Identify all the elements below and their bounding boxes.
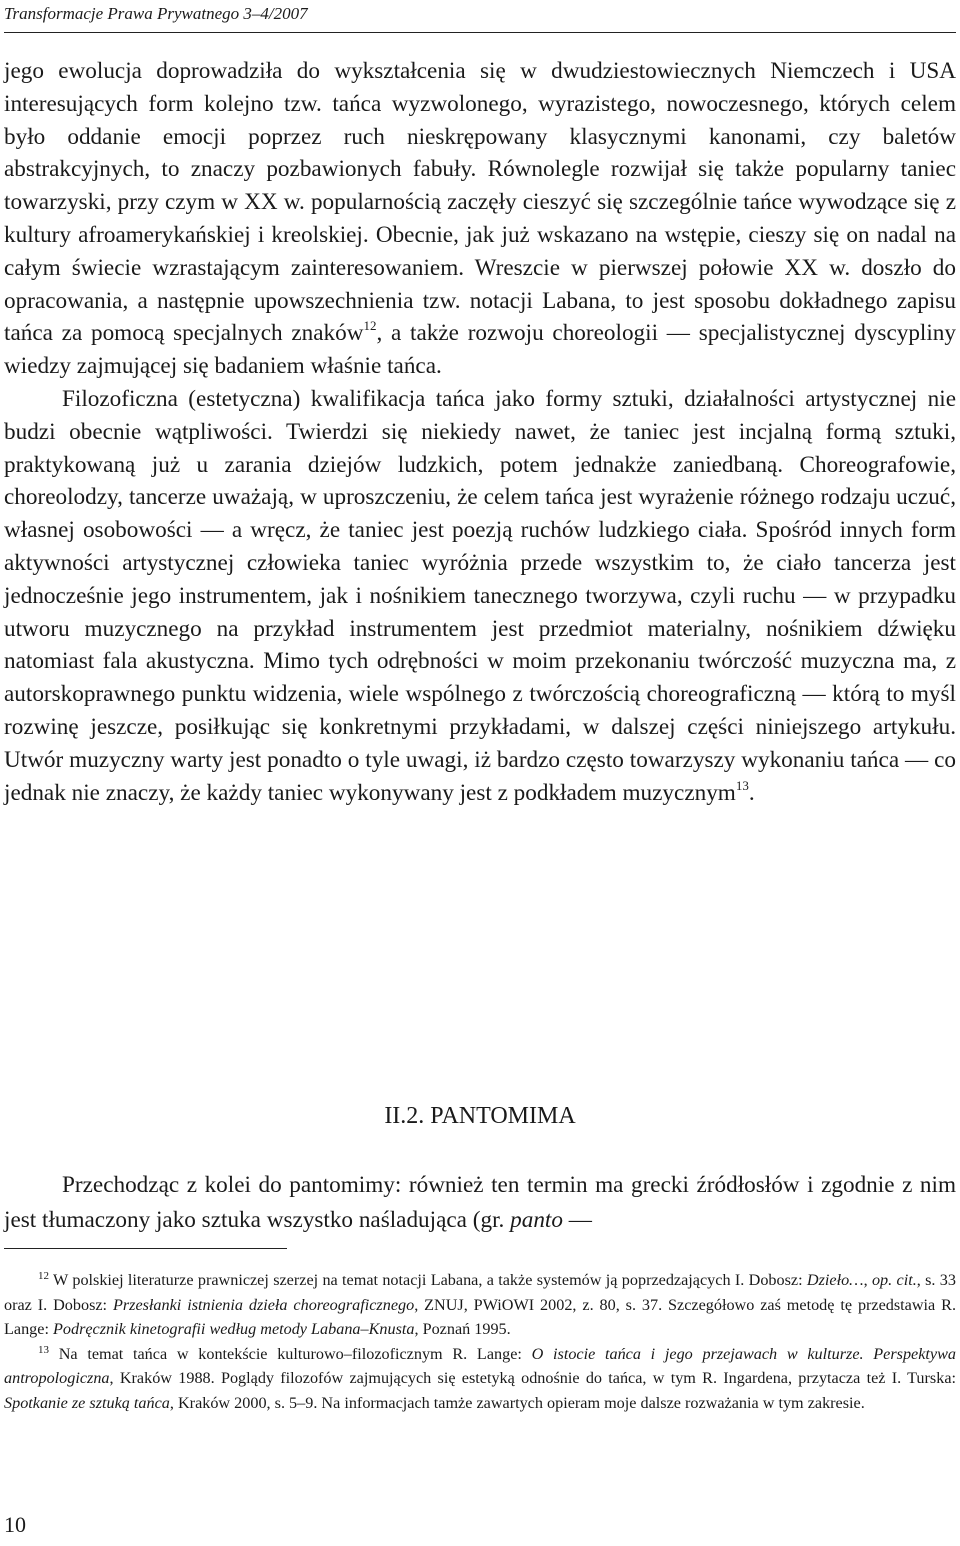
paragraph-3 (4, 1168, 956, 1238)
footnote-12-title: Podręcznik kinetografii według metody Labana–Knusta (53, 1320, 415, 1338)
paragraph-2-text: Filozoficzna (estetyczna) kwalifikacja tańca jako formy sztuki, działalności artystycznej nie budzi obecnie wątpliwości. Twierdzi się niekiedy nawet, że taniec jest incjalną formą sztuki, praktykowaną już u zarania dziejów ludzkich, potem jednakże zaniedbaną. Choreografowie, choreolodzy, tancerze uważają, w uproszczeniu, że celem tańca jest wyrażenie różnego rodzaju uczuć, własnej osobowości — a wręcz, że taniec jest poezją ruchów ludzkiego ciała. Spośród innych form aktywności artystycznej człowieka taniec wyróżnia przede wszystkim to, że ciało tancerza jest jednocześnie jego instrumentem, jak i nośnikiem tanecznego tworzywa, czyli ruchu — w przypadku utworu muzycznego na przykład instrumentem jest przedmiot materialny, nośnikiem dźwięku natomiast fala akustyczna. Mimo tych odrębności w moim przekonaniu twórczość muzyczna ma, z autorskoprawnego punktu widzenia, wiele wspólnego z twórczością choreograficzną — którą to myśl rozwinę jeszcze, posiłkując się konkretnymi przykładami, w dalszej części niniejszego artykułu. Utwór muzyczny warty jest ponadto o tyle uwagi, iż bardzo często towarzyszy wykonaniu tańca — co jednak nie znaczy, że każdy taniec wykonywany jest z podkładem muzycznym (4, 385, 956, 806)
footnote-13-text: , Kraków 1988. Poglądy filozofów zajmujących się estetyką odnośnie do tańca, w tym R. Ingardena, przytacza też I. Turska: (109, 1369, 956, 1387)
footnote-12-title: Przesłanki istnienia dzieła choreograficznego (112, 1295, 415, 1314)
footnote-12-text: , s. 33 oraz I. Dobosz: (4, 1271, 956, 1314)
paragraph-3-text: Przechodząc z kolei do pantomimy: również ten termin ma grecki źródłosłów i zgodnie z nim jest tłumaczony jako sztuka wszystko naśladująca (gr. (4, 1172, 956, 1233)
footnote-ref-12[interactable]: 12 (363, 318, 377, 334)
footnote-13-number: 13 (38, 1343, 49, 1356)
footnote-13-text: , Kraków 2000, s. 5–9. Na informacjach tamże zawartych opieram moje dalsze rozważania w tym zakresie. (169, 1393, 865, 1412)
footnote-12 (4, 1268, 956, 1342)
footnote-13-title: O istocie tańca i jego przejawach w kulturze. Perspektywa antropologiczna (4, 1344, 956, 1387)
footnote-separator (4, 1248, 287, 1249)
footnote-13-title: Spotkanie ze sztuką tańca (4, 1393, 170, 1412)
paragraph-2-text-end: . (748, 779, 755, 806)
page-number: 10 (4, 1512, 26, 1537)
footnote-12-number: 12 (38, 1270, 49, 1282)
main-text (4, 55, 956, 809)
footnote-12-text: W polskiej literaturze prawniczej szerzej na temat notacji Labana, a także systemów ją poprzedzających I. Dobosz: (49, 1271, 807, 1289)
footnote-12-text: , ZNUJ, PWiOWI 2002, z. 80, s. 37. Szczegółowo zaś metodę tę przedstawia R. Lange: (4, 1295, 956, 1338)
footnote-12-opcit: op. cit. (871, 1271, 917, 1289)
footnote-12-text: , Poznań 1995. (414, 1320, 511, 1338)
section-text (4, 1168, 956, 1238)
paragraph-1 (4, 55, 956, 383)
running-header: Transformacje Prawa Prywatnego 3–4/2007 (4, 3, 956, 33)
paragraph-1-text-end: , a także rozwoju choreologii — specjalistycznej dyscypliny wiedzy zajmującej się badaniem właśnie tańca. (4, 320, 956, 380)
footnotes (4, 1268, 956, 1415)
paragraph-2 (4, 383, 956, 809)
footnote-13-text: Na temat tańca w kontekście kulturowo–filozoficznym R. Lange: (49, 1344, 532, 1363)
paragraph-3-greek-term: panto (510, 1207, 563, 1233)
footnote-ref-13[interactable]: 13 (735, 777, 749, 793)
footnote-12-title: Dzieło… (806, 1271, 864, 1289)
paragraph-1-text: jego ewolucja doprowadziła do wykształcenia się w dwudziestowiecznych Niemczech i USA interesujących form kolejno tzw. tańca wyzwolonego, wyrazistego, nowoczesnego, których celem było oddanie emocji poprzez ruch nieskrępowany klasycznymi kanonami, czy baletów abstrakcyjnych, to znaczy pozbawionych fabuły. Równolegle rozwijał się także popularny taniec towarzyski, przy czym w XX w. popularnością zaczęły cieszyć się szczególnie tańce wywodzące się z kultury afroamerykańskiej i kreolskiej. Obecnie, jak już wskazano na wstępie, cieszy się on nadal na całym świecie wzrastającym zainteresowaniem. Wreszcie w pierwszej połowie XX w. doszło do opracowania, a następnie upowszechnienia tzw. notacji Labana, to jest sposobu dokładnego zapisu tańca za pomocą specjalnych znaków (4, 58, 956, 347)
paragraph-3-text-end: — (562, 1207, 592, 1233)
footnote-12-text: , (863, 1271, 872, 1289)
footnote-13 (4, 1342, 956, 1416)
section-heading: II.2. PANTOMIMA (384, 1103, 576, 1129)
